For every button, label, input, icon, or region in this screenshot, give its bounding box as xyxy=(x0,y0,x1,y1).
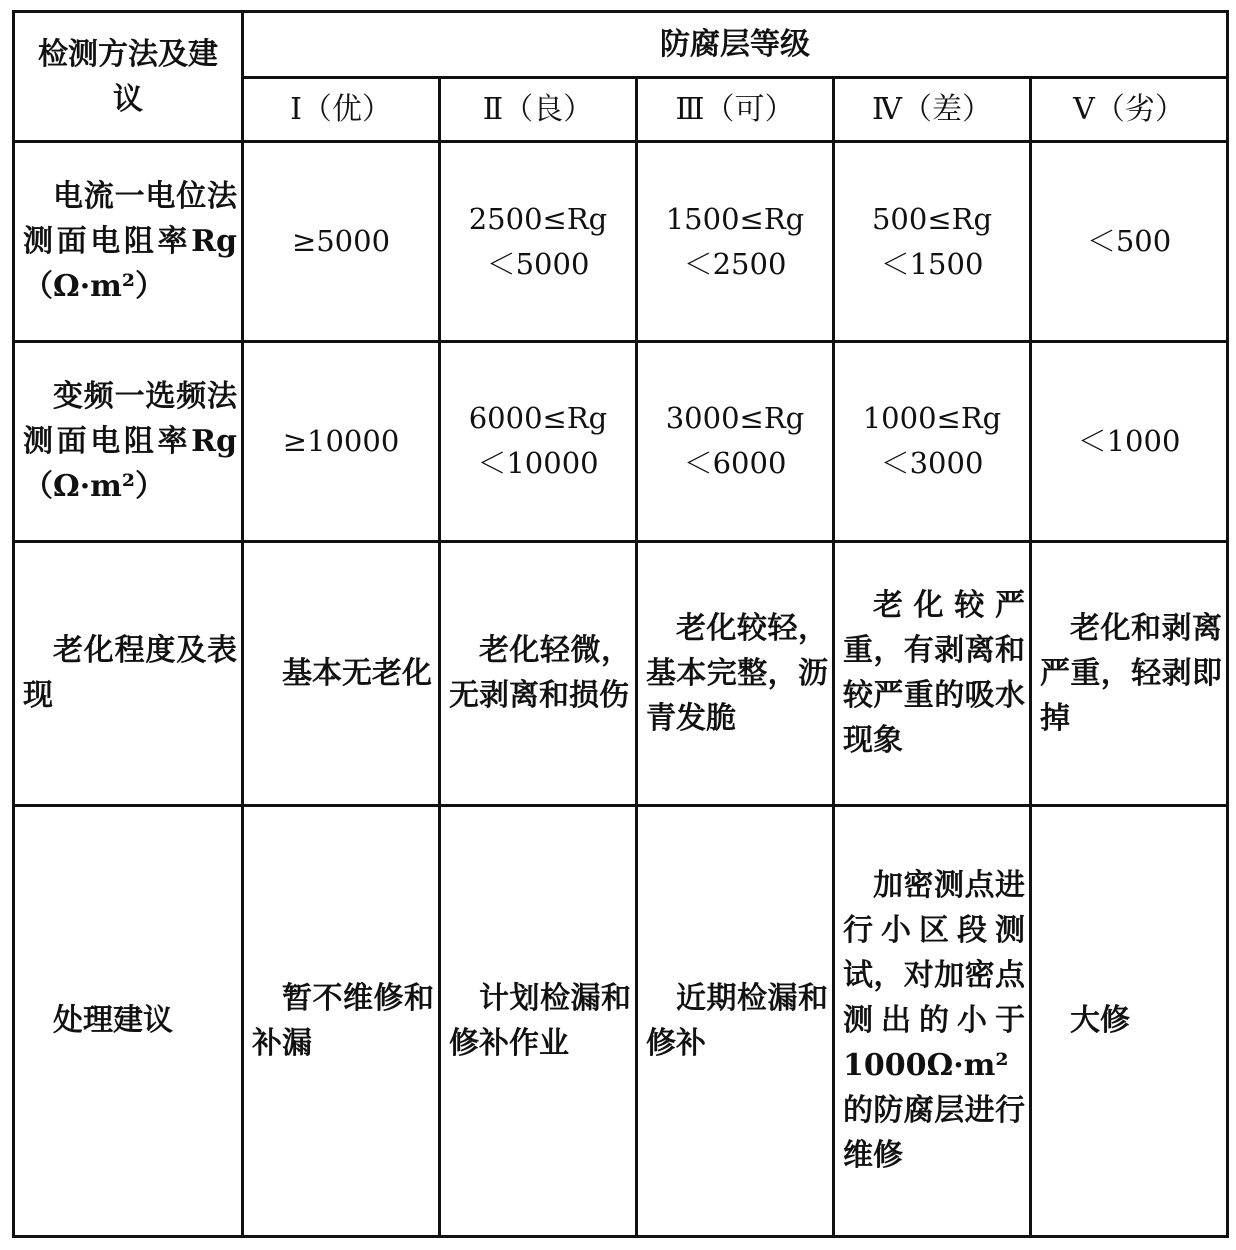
row-label-variable-frequency xyxy=(14,342,243,542)
range-line-1: ＜1000 xyxy=(1077,423,1181,458)
value-cell xyxy=(834,342,1031,542)
range-line-2: ＜5000 xyxy=(486,246,590,281)
row-label-text: 老化程度及表现 xyxy=(23,633,237,714)
treatment-cell xyxy=(440,805,637,1236)
grade-header-4: Ⅳ（差） xyxy=(834,78,1031,142)
range-line-1: ≥10000 xyxy=(282,423,400,458)
aging-text: 老化轻微，无剥离和损伤 xyxy=(449,633,631,714)
value-cell xyxy=(834,142,1031,342)
range-line-2: ＜6000 xyxy=(683,446,787,481)
range-line-1: 1000≤Rg xyxy=(862,401,1002,436)
range-line-2: ＜10000 xyxy=(477,446,599,481)
value-cell xyxy=(1031,342,1228,542)
coating-grade-table xyxy=(12,10,1229,1238)
value-cell xyxy=(440,342,637,542)
range-line-1: 2500≤Rg xyxy=(468,201,608,236)
treatment-text: 近期检漏和修补 xyxy=(646,980,828,1061)
treatment-cell xyxy=(637,805,834,1236)
grade-header-5: Ⅴ（劣） xyxy=(1031,78,1228,142)
range-line-1: 500≤Rg xyxy=(871,201,993,236)
row-label-aging xyxy=(14,541,243,805)
range-line-1: 3000≤Rg xyxy=(665,401,805,436)
group-header-cell xyxy=(243,12,1228,78)
aging-cell xyxy=(243,541,440,805)
row-label-text: 变频一选频法测面电阻率Rg（Ω·m²） xyxy=(23,378,237,504)
value-cell xyxy=(637,342,834,542)
aging-cell xyxy=(637,541,834,805)
treatment-cell xyxy=(243,805,440,1236)
grade-header-1: Ⅰ（优） xyxy=(243,78,440,142)
treatment-text: 大修 xyxy=(1070,1003,1130,1039)
range-line-1: 6000≤Rg xyxy=(468,401,608,436)
range-line-2: ＜1500 xyxy=(880,246,984,281)
range-line-2: ＜3000 xyxy=(880,446,984,481)
aging-text: 基本无老化 xyxy=(282,655,432,691)
range-line-1: ≥5000 xyxy=(291,224,391,259)
value-cell xyxy=(440,142,637,342)
corner-header-text: 检测方法及建议 xyxy=(38,36,218,117)
treatment-cell xyxy=(1031,805,1228,1236)
aging-cell xyxy=(834,541,1031,805)
treatment-text: 暂不维修和补漏 xyxy=(252,980,434,1061)
range-line-2: ＜2500 xyxy=(683,246,787,281)
range-line-1: 1500≤Rg xyxy=(665,201,805,236)
grade-header-2: Ⅱ（良） xyxy=(440,78,637,142)
aging-text: 老化和剥离严重，轻剥即掉 xyxy=(1040,610,1223,736)
row-label-text: 电流一电位法测面电阻率Rg（Ω·m²） xyxy=(23,179,237,305)
value-cell xyxy=(637,142,834,342)
range-line-1: ＜500 xyxy=(1086,224,1172,259)
value-cell xyxy=(243,142,440,342)
aging-cell xyxy=(1031,541,1228,805)
aging-cell xyxy=(440,541,637,805)
row-label-current-potential xyxy=(14,142,243,342)
treatment-text: 加密测点进行小区段测试，对加密点测出的小于1000Ω·m² 的防腐层进行维修 xyxy=(843,868,1025,1174)
grade-header-3: Ⅲ（可） xyxy=(637,78,834,142)
treatment-cell xyxy=(834,805,1031,1236)
group-header-text: 防腐层等级 xyxy=(660,27,810,63)
corner-header-cell xyxy=(14,12,243,142)
value-cell xyxy=(1031,142,1228,342)
aging-text: 老化较轻，基本完整，沥青发脆 xyxy=(646,610,828,736)
row-label-treatment xyxy=(14,805,243,1236)
aging-text: 老化较严重，有剥离和较严重的吸水现象 xyxy=(843,588,1025,759)
value-cell xyxy=(243,342,440,542)
row-label-text: 处理建议 xyxy=(53,1003,173,1039)
treatment-text: 计划检漏和修补作业 xyxy=(449,980,631,1061)
